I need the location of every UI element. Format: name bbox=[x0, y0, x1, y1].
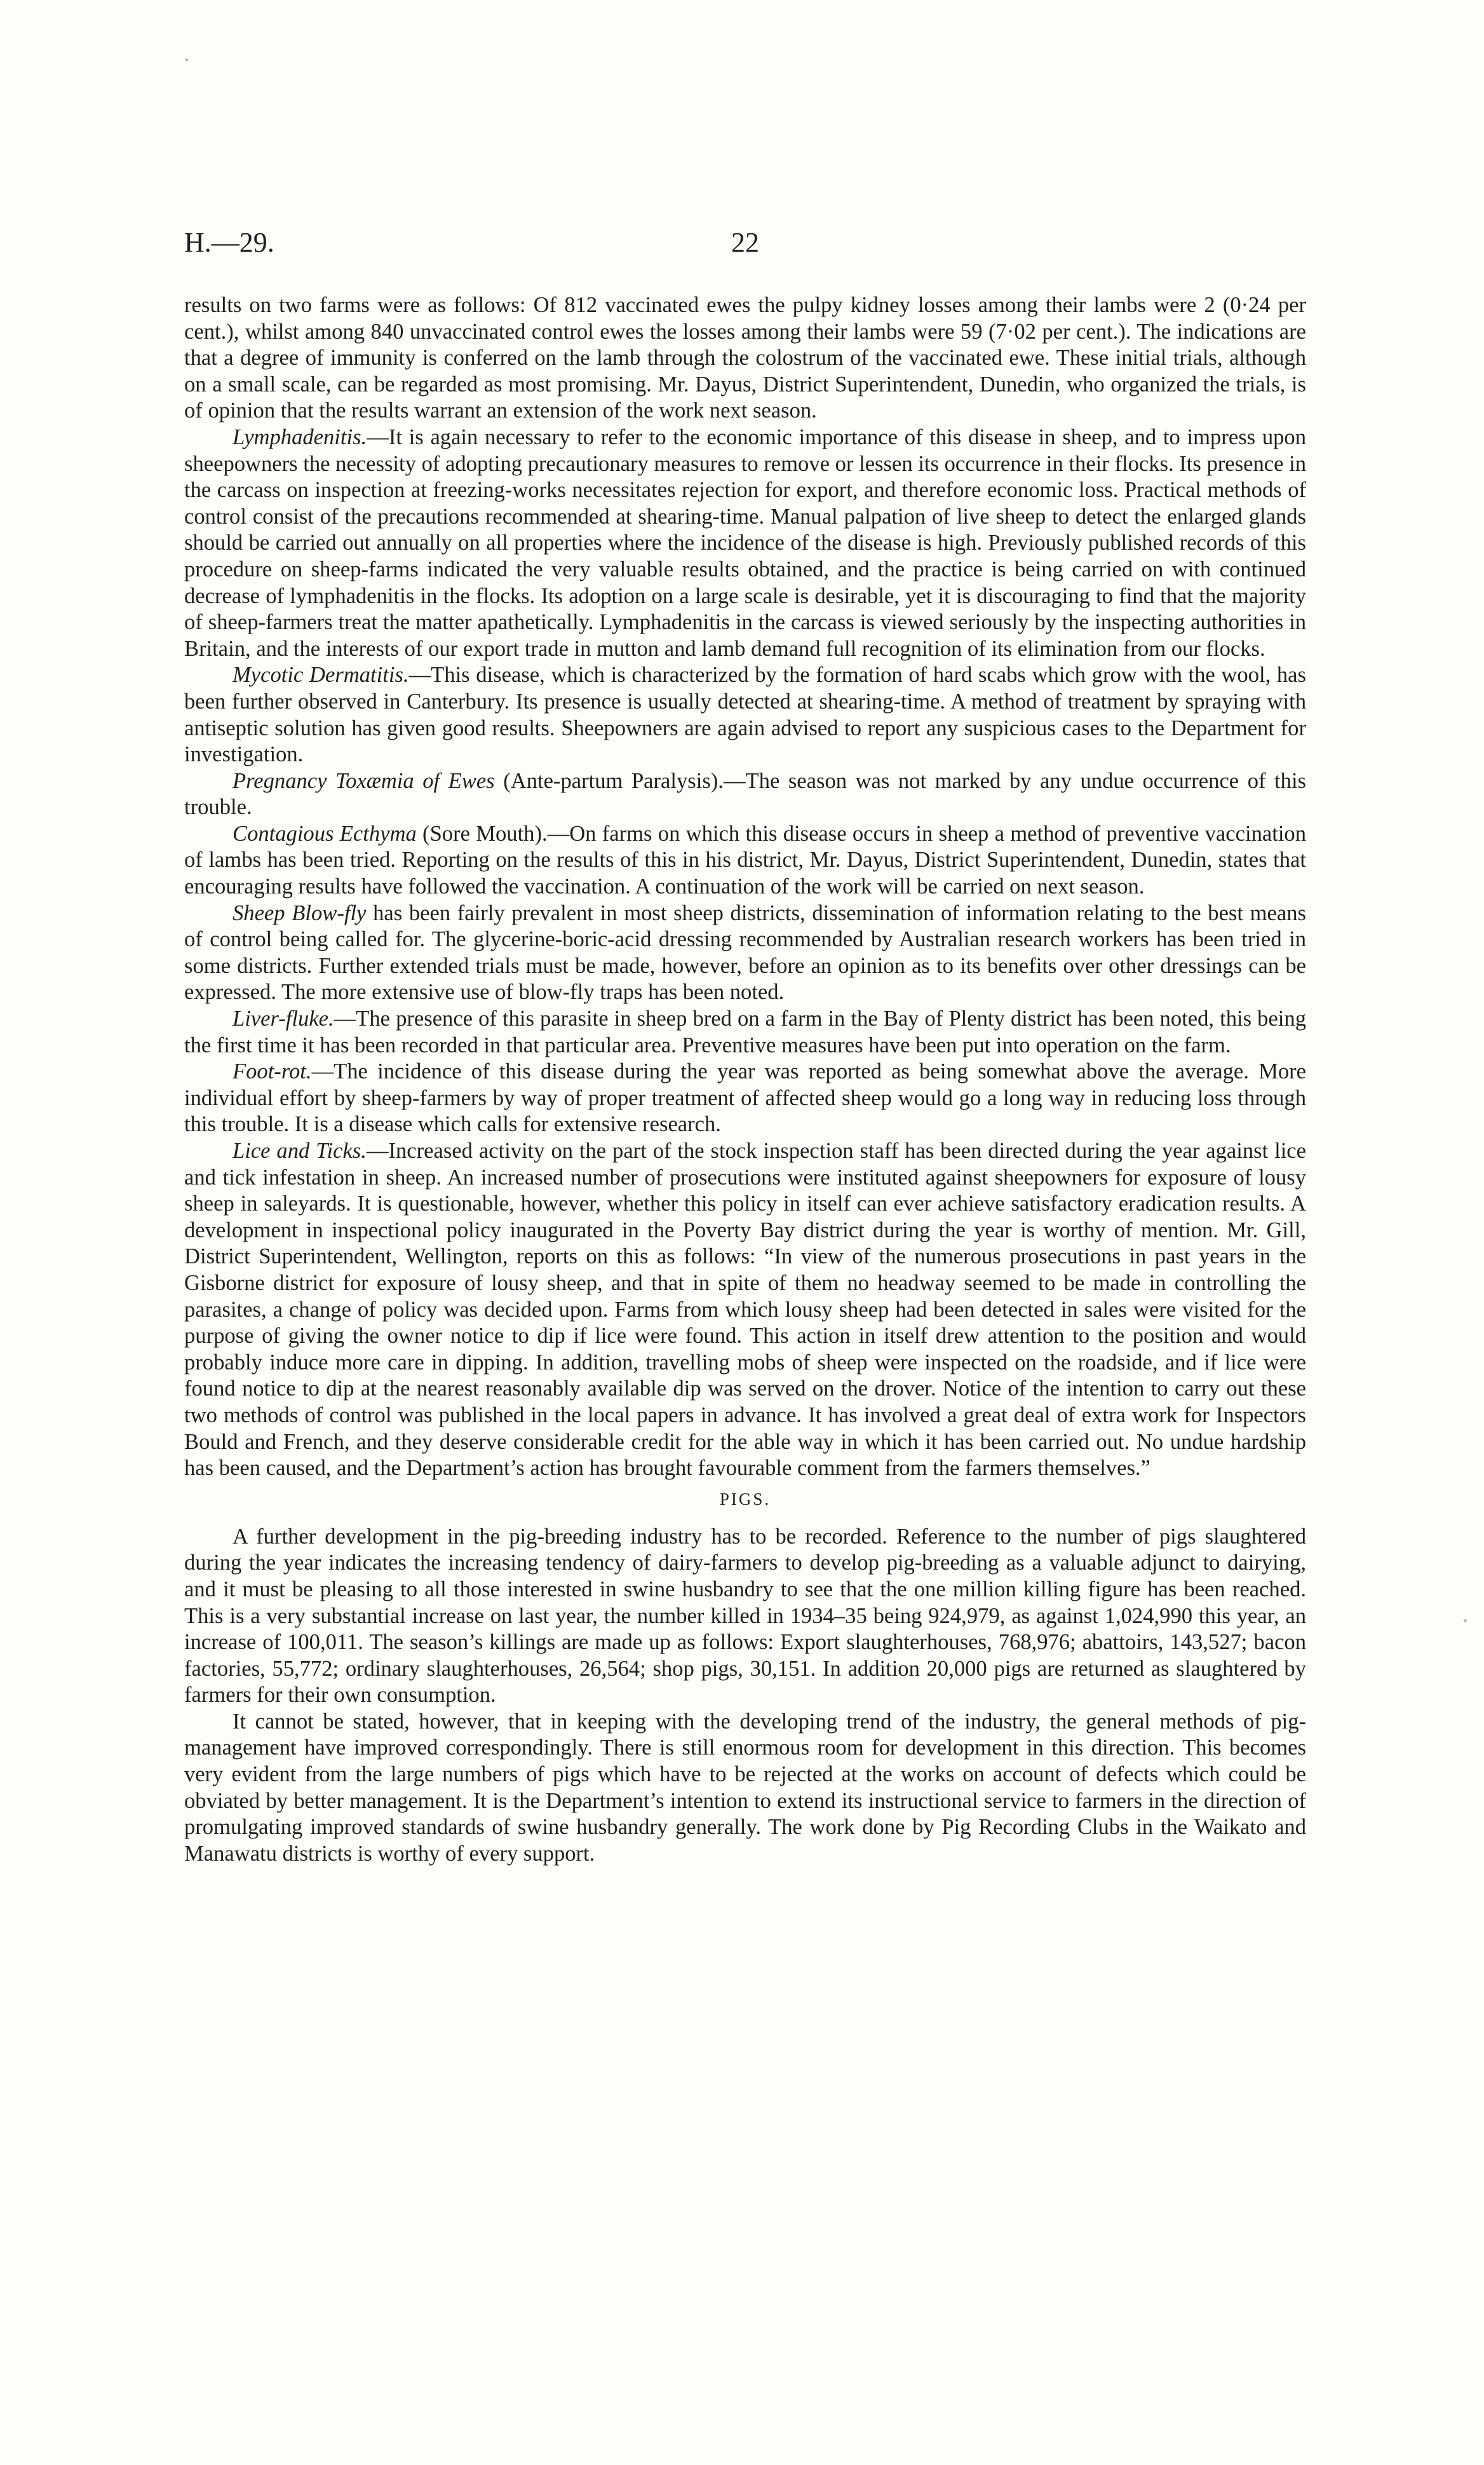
paragraph-lice-and-ticks bbox=[184, 1138, 1306, 1482]
paragraph-lead: Liver-fluke. bbox=[233, 1007, 334, 1031]
paragraph-lead: Contagious Ecthyma bbox=[233, 821, 417, 846]
paragraph-lead: Sheep Blow-fly bbox=[233, 900, 367, 925]
paragraph-pig-management: It cannot be stated, however, that in keeping with the developing trend of the industry, the general methods of pig-management have improved correspondingly. There is still enormous room for development in this direction. This becomes very evident from the large numbers of pigs which have to be rejected at the works on account of defects which could be obviated by better management. It is the Department’s intention to extend its instructional service to farmers in the direction of promulgating improved standards of swine husbandry generally. The work done by Pig Recording Clubs in the Waikato and Manawatu districts is worthy of every support. bbox=[184, 1709, 1306, 1866]
paragraph-text: results on two farms were as follows: Of 812 vaccinated ewes the pulpy kidney losses among their lambs were 2 (0·24 per cent.), whilst among 840 unvaccinated control ewes the losses among their lambs were 59 (7·02 per cent.). The indications are that a degree of immunity is conferred on the lamb through the colostrum of the vaccinated ewe. These initial trials, although on a small scale, can be regarded as most promising. Mr. Dayus, District Superintendent, Dunedin, who organized the trials, is of opinion that the results warrant an extension of the work next season. bbox=[184, 293, 1306, 423]
paragraph-liver-fluke bbox=[184, 1006, 1306, 1059]
paragraph-lead: Mycotic Dermatitis. bbox=[233, 663, 409, 688]
paragraph-lead: Foot-rot. bbox=[233, 1059, 312, 1084]
paragraph-lead: Lice and Ticks. bbox=[233, 1139, 367, 1163]
paragraph-text: (Sore Mouth).—On farms on which this disease occurs in sheep a method of preventive vaccination of lambs has been tried. Reporting on the results of this in his district, Mr. Dayus, District Superintendent, Dunedin, states that encouraging results have followed the vaccination. A continuation of the work will be carried on next season. bbox=[184, 821, 1307, 899]
paragraph-pig-breeding: A further development in the pig-breeding industry has to be recorded. Reference to the number of pigs slaughtered during the year indicates the increasing tendency of dairy-farmers to develop pig-breeding as a valuable adjunct to dairying, and it must be pleasing to all those interested in swine husbandry to see that the one million killing figure has been reached. This is a very substantial increase on last year, the number killed in 1934–35 being 924,979, as against 1,024,990 this year, an increase of 100,011. The season’s killings are made up as follows: Export slaughterhouses, 768,976; abattoirs, 143,527; bacon factories, 55,772; ordinary slaughterhouses, 26,564; shop pigs, 30,151. In addition 20,000 pigs are returned as slaughtered by farmers for their own consumption. bbox=[184, 1524, 1306, 1708]
scan-speck bbox=[186, 58, 188, 61]
section-heading-pigs: PIGS. bbox=[719, 1489, 771, 1509]
paragraph-contagious-ecthyma bbox=[184, 821, 1306, 900]
paragraph-sheep-blow-fly bbox=[184, 900, 1306, 1006]
paragraph-text: —This disease, which is characterized by the formation of hard scabs which grow with the wool, has been further observed in Canterbury. Its presence is usually detected at shearing-time. A method of treatment by spraying with antiseptic solution has given good results. Sheepowners are again advised to report any suspicious cases to the Department for investigation. bbox=[184, 663, 1306, 767]
paragraph-lymphadenitis bbox=[184, 424, 1306, 662]
paragraph-text: —Increased activity on the part of the stock inspection staff has been directed during the year against lice and tick infestation in sheep. An increased number of prosecutions were instituted against sheepowners for exposure of lousy sheep in saleyards. It is questionable, however, whether this policy in itself can ever achieve satisfactory eradication results. A development in inspectional policy inaugurated in the Poverty Bay district during the year is worthy of mention. Mr. Gill, District Superintendent, Wellington, reports on this as follows: “In view of the numerous prosecutions in past years in the Gisborne district for exposure of lousy sheep, and that in spite of them no headway seemed to be made in controlling the parasites, a change of policy was decided upon. Farms from which lousy sheep had been detected in sales were visited for the purpose of giving the owner notice to dip if lice were found. This action in itself drew attention to the position and would probably induce more care in dipping. In addition, travelling mobs of sheep were inspected on the roadside, and if lice were found notice to dip at the nearest reasonably available dip was served on the drover. Notice of the intention to carry out these two methods of control was published in the local papers in advance. It has involved a great deal of extra work for Inspectors Bould and French, and they deserve considerable credit for the able way in which it has been carried out. No undue hardship has been caused, and the Department’s action has brought favourable comment from the farmers themselves.” bbox=[184, 1139, 1306, 1481]
paragraph-pulpy-kidney bbox=[184, 292, 1306, 424]
paragraph-text: —The presence of this parasite in sheep bred on a farm in the Bay of Plenty district has been noted, this being the first time it has been recorded in that particular area. Preventive measures have been put into operation on the farm. bbox=[184, 1007, 1306, 1057]
page-header bbox=[184, 226, 1306, 264]
paragraph-text: —The incidence of this disease during the year was reported as being somewhat above the average. More individual effort by sheep-farmers by way of proper treatment of affected sheep would go a long way in reducing loss through this trouble. It is a disease which calls for extensive research. bbox=[184, 1059, 1306, 1137]
paragraph-lead: Pregnancy Toxæmia of Ewes bbox=[233, 768, 495, 793]
paragraph-text: —It is again necessary to refer to the economic importance of this disease in sheep, and to impress upon sheepowners the necessity of adopting precautionary measures to remove or lessen its occurrence in their flocks. Its presence in the carcass on inspection at freezing-works necessitates rejection for export, and therefore economic loss. Practical methods of control consist of the precautions recommended at shearing-time. Manual palpation of live sheep to detect the enlarged glands should be carried out annually on all properties where the incidence of the disease is high. Previously published records of this procedure on sheep-farms indicated the very valuable results obtained, and the practice is being carried on with continued decrease of lymphadenitis in the flocks. Its adoption on a large scale is desirable, yet it is discouraging to find that the majority of sheep-farmers treat the matter apathetically. Lymphadenitis in the carcass is viewed seriously by the inspecting authorities in Britain, and the interests of our export trade in mutton and lamb demand full recognition of its elimination from our flocks. bbox=[184, 424, 1306, 661]
document-reference: H.—29. bbox=[184, 227, 274, 258]
scan-speck bbox=[1464, 1619, 1467, 1622]
page-number: 22 bbox=[731, 227, 759, 258]
paragraph-foot-rot bbox=[184, 1059, 1306, 1138]
paragraph-pregnancy-toxaemia bbox=[184, 768, 1306, 821]
paragraph-text: has been fairly prevalent in most sheep districts, dissemination of information relating to the best means of control being called for. The glycerine-boric-acid dressing recommended by Australian research workers has been tried in some districts. Further extended trials must be made, however, before an opinion as to its benefits over other dressings can be expressed. The more extensive use of blow-fly traps has been noted. bbox=[184, 900, 1306, 1005]
paragraph-text: (Ante-partum Paralysis).—The season was not marked by any undue occurrence of this trouble. bbox=[184, 768, 1307, 820]
paragraph-lead: Lymphadenitis. bbox=[233, 424, 367, 449]
body-text bbox=[184, 292, 1306, 1867]
paragraph-mycotic-dermatitis bbox=[184, 662, 1306, 768]
